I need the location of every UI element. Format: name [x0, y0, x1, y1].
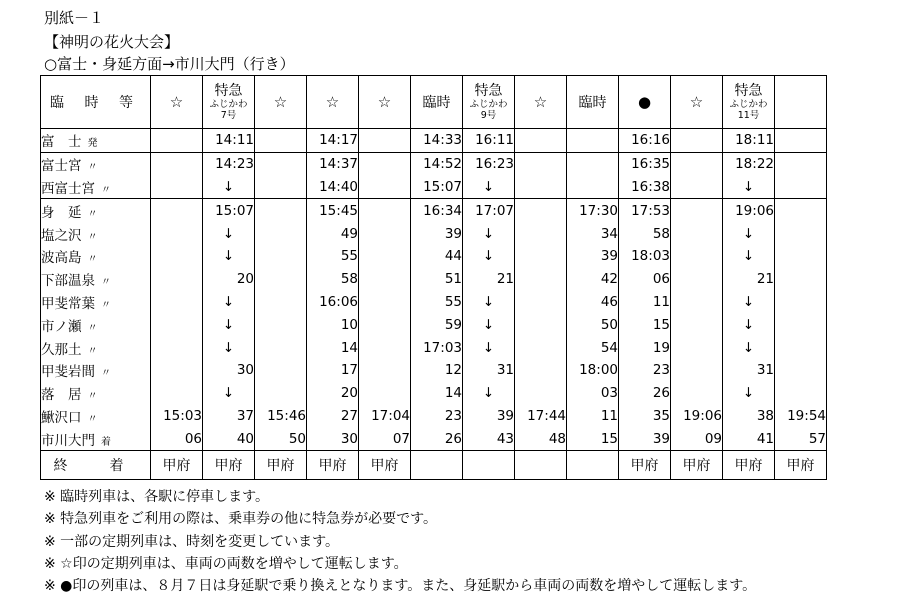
time-cell: [671, 129, 723, 153]
time-cell: 16:11: [463, 129, 515, 153]
time-cell: [359, 245, 411, 268]
table-row: [41, 268, 827, 291]
station-cell: [41, 291, 151, 314]
time-cell: 17: [307, 359, 359, 382]
time-cell: 14:11: [203, 129, 255, 153]
time-cell: [359, 222, 411, 245]
time-cell: 07: [359, 427, 411, 450]
train-type: ☆: [273, 93, 288, 111]
time-cell: 46: [567, 291, 619, 314]
time-cell: 14:33: [411, 129, 463, 153]
train-name: ふじかわ: [729, 99, 768, 110]
time-cell: [671, 268, 723, 291]
time-cell: 18:00: [567, 359, 619, 382]
time-cell: 18:11: [723, 129, 775, 153]
time-cell: [775, 199, 827, 222]
time-cell: 16:23: [463, 152, 515, 175]
station-suffix: 〃: [101, 299, 111, 311]
time-cell: 57: [775, 427, 827, 450]
time-cell: 50: [567, 313, 619, 336]
time-cell: 37: [203, 405, 255, 428]
time-cell: [671, 359, 723, 382]
time-cell: [775, 268, 827, 291]
train-type: ☆: [689, 93, 704, 111]
time-cell: [671, 245, 723, 268]
time-cell: [255, 245, 307, 268]
notes: [44, 486, 756, 597]
time-cell: 34: [567, 222, 619, 245]
time-cell: [775, 176, 827, 199]
time-cell: [567, 129, 619, 153]
time-cell: 39: [463, 405, 515, 428]
time-cell: [359, 268, 411, 291]
time-cell: 54: [567, 336, 619, 359]
time-cell: 55: [411, 291, 463, 314]
time-cell: 14:23: [203, 152, 255, 175]
time-cell: 14:17: [307, 129, 359, 153]
station-name: 甲斐岩間: [41, 364, 95, 381]
time-cell: [515, 313, 567, 336]
time-cell: [515, 129, 567, 153]
time-cell: 18:22: [723, 152, 775, 175]
train-type-cell: [359, 76, 411, 129]
time-cell: 19: [619, 336, 671, 359]
time-cell: [515, 152, 567, 175]
train-type: 臨時: [578, 95, 607, 111]
time-cell: [151, 152, 203, 175]
time-cell: [255, 222, 307, 245]
station-suffix: 〃: [87, 231, 98, 243]
station-name: 塩之沢: [41, 227, 82, 244]
time-cell: ↓: [723, 291, 775, 314]
train-type-cell: [151, 76, 203, 129]
table-row: [41, 291, 827, 314]
time-cell: [151, 245, 203, 268]
station-cell: [41, 313, 151, 336]
time-cell: 15:07: [203, 199, 255, 222]
time-cell: 11: [619, 291, 671, 314]
note: ※ 臨時列車は、各駅に停車します。: [44, 489, 270, 505]
time-cell: 30: [307, 427, 359, 450]
time-cell: 03: [567, 382, 619, 405]
time-cell: 19:06: [723, 199, 775, 222]
time-cell: ↓: [203, 245, 255, 268]
time-cell: 14:52: [411, 152, 463, 175]
station-suffix: 〃: [101, 184, 111, 196]
train-number: 11号: [737, 110, 760, 121]
time-cell: 31: [723, 359, 775, 382]
time-cell: ↓: [723, 245, 775, 268]
time-cell: 39: [567, 245, 619, 268]
time-cell: [255, 313, 307, 336]
timetable: [40, 75, 827, 480]
station-cell: [41, 152, 151, 175]
table-row: [41, 427, 827, 450]
time-cell: ↓: [463, 336, 515, 359]
station-cell: [41, 359, 151, 382]
time-cell: 23: [411, 405, 463, 428]
time-cell: ↓: [723, 222, 775, 245]
time-cell: 17:03: [411, 336, 463, 359]
time-cell: 11: [567, 405, 619, 428]
station-cell: [41, 405, 151, 428]
time-cell: 50: [255, 427, 307, 450]
time-cell: [567, 152, 619, 175]
train-type-cell: [203, 76, 255, 129]
time-cell: [515, 359, 567, 382]
train-name: ふじかわ: [469, 99, 508, 110]
train-type: ●: [637, 93, 652, 111]
time-cell: 12: [411, 359, 463, 382]
time-cell: 44: [411, 245, 463, 268]
time-cell: 14: [411, 382, 463, 405]
time-cell: ↓: [723, 382, 775, 405]
time-cell: 40: [203, 427, 255, 450]
train-type: ☆: [377, 93, 392, 111]
station-name: 下部温泉: [41, 273, 95, 290]
time-cell: [775, 382, 827, 405]
time-cell: 20: [203, 268, 255, 291]
station-cell: [41, 382, 151, 405]
time-cell: 16:35: [619, 152, 671, 175]
table-row: [41, 222, 827, 245]
time-cell: 23: [619, 359, 671, 382]
train-type-cell: [411, 76, 463, 129]
time-cell: [255, 359, 307, 382]
station-cell: [41, 268, 151, 291]
time-cell: 59: [411, 313, 463, 336]
train-type-cell: [567, 76, 619, 129]
time-cell: 51: [411, 268, 463, 291]
time-cell: [671, 176, 723, 199]
station-name: 身 延: [41, 204, 82, 221]
station-suffix: 〃: [87, 413, 98, 425]
time-cell: 39: [411, 222, 463, 245]
table-row: [41, 129, 827, 153]
time-cell: 09: [671, 427, 723, 450]
station-cell: [41, 336, 151, 359]
time-cell: [359, 152, 411, 175]
time-cell: 19:06: [671, 405, 723, 428]
time-cell: [775, 222, 827, 245]
direction-title: ○富士・身延方面→市川大門（行き）: [44, 55, 295, 73]
time-cell: 16:06: [307, 291, 359, 314]
time-cell: [151, 313, 203, 336]
station-suffix: 〃: [101, 277, 111, 289]
time-cell: ↓: [463, 313, 515, 336]
destination-cell: 甲府: [151, 451, 203, 480]
time-cell: [671, 152, 723, 175]
time-cell: 10: [307, 313, 359, 336]
table-row: [41, 359, 827, 382]
time-cell: ↓: [723, 313, 775, 336]
time-cell: 15:45: [307, 199, 359, 222]
train-type: ☆: [169, 93, 184, 111]
time-cell: 15: [619, 313, 671, 336]
time-cell: 58: [307, 268, 359, 291]
destination-cell: [567, 451, 619, 480]
train-type-cell: [775, 76, 827, 129]
station-suffix: 〃: [87, 208, 98, 220]
table-row: [41, 336, 827, 359]
time-cell: [515, 268, 567, 291]
destination-cell: 甲府: [255, 451, 307, 480]
time-cell: 48: [515, 427, 567, 450]
station-cell: [41, 245, 151, 268]
time-cell: [359, 199, 411, 222]
train-type-cell: [255, 76, 307, 129]
station-name: 落 居: [41, 387, 82, 404]
time-cell: [515, 382, 567, 405]
time-cell: [151, 359, 203, 382]
time-cell: [515, 199, 567, 222]
time-cell: ↓: [203, 336, 255, 359]
train-type-cell: [463, 76, 515, 129]
time-cell: ↓: [463, 176, 515, 199]
time-cell: [151, 222, 203, 245]
time-cell: [775, 129, 827, 153]
time-cell: [255, 152, 307, 175]
destination-cell: 甲府: [619, 451, 671, 480]
train-type-cell: [515, 76, 567, 129]
time-cell: 16:34: [411, 199, 463, 222]
time-cell: 17:30: [567, 199, 619, 222]
time-cell: 16:16: [619, 129, 671, 153]
table-row: [41, 313, 827, 336]
station-cell: [41, 222, 151, 245]
table-row: [41, 382, 827, 405]
time-cell: ↓: [203, 291, 255, 314]
time-cell: ↓: [463, 382, 515, 405]
station-name: 鰍沢口: [41, 409, 82, 426]
time-cell: [775, 291, 827, 314]
note: ※ ●印の列車は、８月７日は身延駅で乗り換えとなります。また、身延駅から車両の両数を増やして運転します。: [44, 578, 757, 595]
time-cell: [151, 176, 203, 199]
time-cell: [671, 199, 723, 222]
destination-label-cell: [41, 451, 151, 480]
destination-row: [41, 451, 827, 480]
time-cell: 18:03: [619, 245, 671, 268]
station-name: 波高島: [41, 250, 82, 267]
time-cell: ↓: [463, 222, 515, 245]
time-cell: 15:46: [255, 405, 307, 428]
time-cell: [359, 129, 411, 153]
table-row: [41, 405, 827, 428]
time-cell: 21: [723, 268, 775, 291]
time-cell: [775, 313, 827, 336]
time-cell: 14: [307, 336, 359, 359]
time-cell: [359, 382, 411, 405]
time-cell: 41: [723, 427, 775, 450]
time-cell: 14:37: [307, 152, 359, 175]
time-cell: ↓: [463, 245, 515, 268]
time-cell: [255, 268, 307, 291]
event-title: 【神明の花火大会】: [44, 33, 180, 51]
time-cell: [515, 176, 567, 199]
train-type-cell: [619, 76, 671, 129]
time-cell: [255, 382, 307, 405]
time-cell: [151, 336, 203, 359]
train-number: 9号: [480, 110, 497, 121]
time-cell: [151, 129, 203, 153]
train-type: 臨時: [422, 95, 451, 111]
station-suffix: 〃: [101, 368, 111, 380]
time-cell: [775, 336, 827, 359]
time-cell: [515, 291, 567, 314]
time-cell: [775, 245, 827, 268]
time-cell: 17:04: [359, 405, 411, 428]
note: ※ 特急列車をご利用の際は、乗車券の他に特急券が必要です。: [44, 511, 438, 528]
document-label: 別紙－１: [44, 9, 105, 27]
time-cell: [359, 359, 411, 382]
destination-label: 終 着: [53, 458, 138, 475]
note: ※ ☆印の定期列車は、車両の両数を増やして運転します。: [44, 555, 408, 572]
time-cell: 31: [463, 359, 515, 382]
station-suffix: 発: [87, 138, 98, 150]
time-cell: 42: [567, 268, 619, 291]
note: ※ 一部の定期列車は、時刻を変更しています。: [44, 533, 340, 550]
time-cell: 17:44: [515, 405, 567, 428]
time-cell: 39: [619, 427, 671, 450]
time-cell: 17:07: [463, 199, 515, 222]
destination-cell: 甲府: [203, 451, 255, 480]
time-cell: [775, 152, 827, 175]
station-suffix: 〃: [87, 322, 98, 334]
time-cell: ↓: [203, 313, 255, 336]
time-cell: [359, 313, 411, 336]
station-name: 富 士: [41, 134, 82, 151]
time-cell: [151, 291, 203, 314]
time-cell: 21: [463, 268, 515, 291]
table-row: [41, 152, 827, 175]
destination-cell: 甲府: [775, 451, 827, 480]
time-cell: ↓: [203, 176, 255, 199]
station-cell: [41, 427, 151, 450]
header-row: [41, 76, 827, 129]
time-cell: [775, 359, 827, 382]
destination-cell: 甲府: [307, 451, 359, 480]
time-cell: 38: [723, 405, 775, 428]
time-cell: ↓: [203, 222, 255, 245]
time-cell: [359, 336, 411, 359]
time-cell: 14:40: [307, 176, 359, 199]
time-cell: [151, 382, 203, 405]
destination-cell: 甲府: [723, 451, 775, 480]
table-row: [41, 245, 827, 268]
time-cell: ↓: [203, 382, 255, 405]
train-name: ふじかわ: [209, 99, 248, 110]
time-cell: [515, 222, 567, 245]
time-cell: 58: [619, 222, 671, 245]
time-cell: ↓: [463, 291, 515, 314]
time-cell: 15:03: [151, 405, 203, 428]
time-cell: 06: [619, 268, 671, 291]
time-cell: [515, 245, 567, 268]
destination-cell: 甲府: [359, 451, 411, 480]
train-type-cell: [671, 76, 723, 129]
time-cell: 06: [151, 427, 203, 450]
station-suffix: 〃: [87, 345, 98, 357]
time-cell: [151, 199, 203, 222]
time-cell: 26: [411, 427, 463, 450]
time-cell: 27: [307, 405, 359, 428]
train-type-cell: [723, 76, 775, 129]
time-cell: 49: [307, 222, 359, 245]
time-cell: [359, 176, 411, 199]
station-suffix: 着: [101, 436, 111, 448]
train-number: 7号: [220, 110, 237, 121]
train-type-cell: [307, 76, 359, 129]
time-cell: 20: [307, 382, 359, 405]
station-name: 甲斐常葉: [41, 295, 95, 312]
destination-cell: [463, 451, 515, 480]
station-cell: [41, 199, 151, 222]
time-cell: [255, 129, 307, 153]
time-cell: [671, 382, 723, 405]
train-type: 特急: [734, 83, 763, 99]
station-name: 市川大門: [41, 432, 95, 449]
destination-cell: 甲府: [671, 451, 723, 480]
table-row: [41, 176, 827, 199]
time-cell: [255, 176, 307, 199]
time-cell: 16:38: [619, 176, 671, 199]
time-cell: 15:07: [411, 176, 463, 199]
station-name: 西富士宮: [41, 180, 95, 197]
station-suffix: 〃: [87, 254, 98, 266]
time-cell: [151, 268, 203, 291]
time-cell: [671, 291, 723, 314]
time-cell: [515, 336, 567, 359]
station-cell: [41, 129, 151, 153]
time-cell: [255, 199, 307, 222]
train-type: 特急: [214, 83, 243, 99]
time-cell: [359, 291, 411, 314]
time-cell: [255, 291, 307, 314]
category-label: 臨 時 等: [50, 95, 141, 111]
time-cell: [671, 313, 723, 336]
time-cell: 26: [619, 382, 671, 405]
time-cell: 30: [203, 359, 255, 382]
time-cell: ↓: [723, 336, 775, 359]
destination-cell: [515, 451, 567, 480]
station-suffix: 〃: [87, 391, 98, 403]
station-cell: [41, 176, 151, 199]
destination-cell: [411, 451, 463, 480]
time-cell: 35: [619, 405, 671, 428]
time-cell: 15: [567, 427, 619, 450]
category-label-cell: [41, 76, 151, 129]
time-cell: [671, 336, 723, 359]
time-cell: 19:54: [775, 405, 827, 428]
station-suffix: 〃: [87, 162, 98, 174]
station-name: 市ノ瀬: [41, 318, 82, 335]
time-cell: 17:53: [619, 199, 671, 222]
time-cell: ↓: [723, 176, 775, 199]
time-cell: [255, 336, 307, 359]
time-cell: 55: [307, 245, 359, 268]
time-cell: 43: [463, 427, 515, 450]
station-name: 久那土: [41, 341, 82, 358]
train-type: 特急: [474, 83, 503, 99]
station-name: 富士宮: [41, 158, 82, 175]
time-cell: [567, 176, 619, 199]
time-cell: [671, 222, 723, 245]
train-type: ☆: [533, 93, 548, 111]
train-type: ☆: [325, 93, 340, 111]
table-row: [41, 199, 827, 222]
